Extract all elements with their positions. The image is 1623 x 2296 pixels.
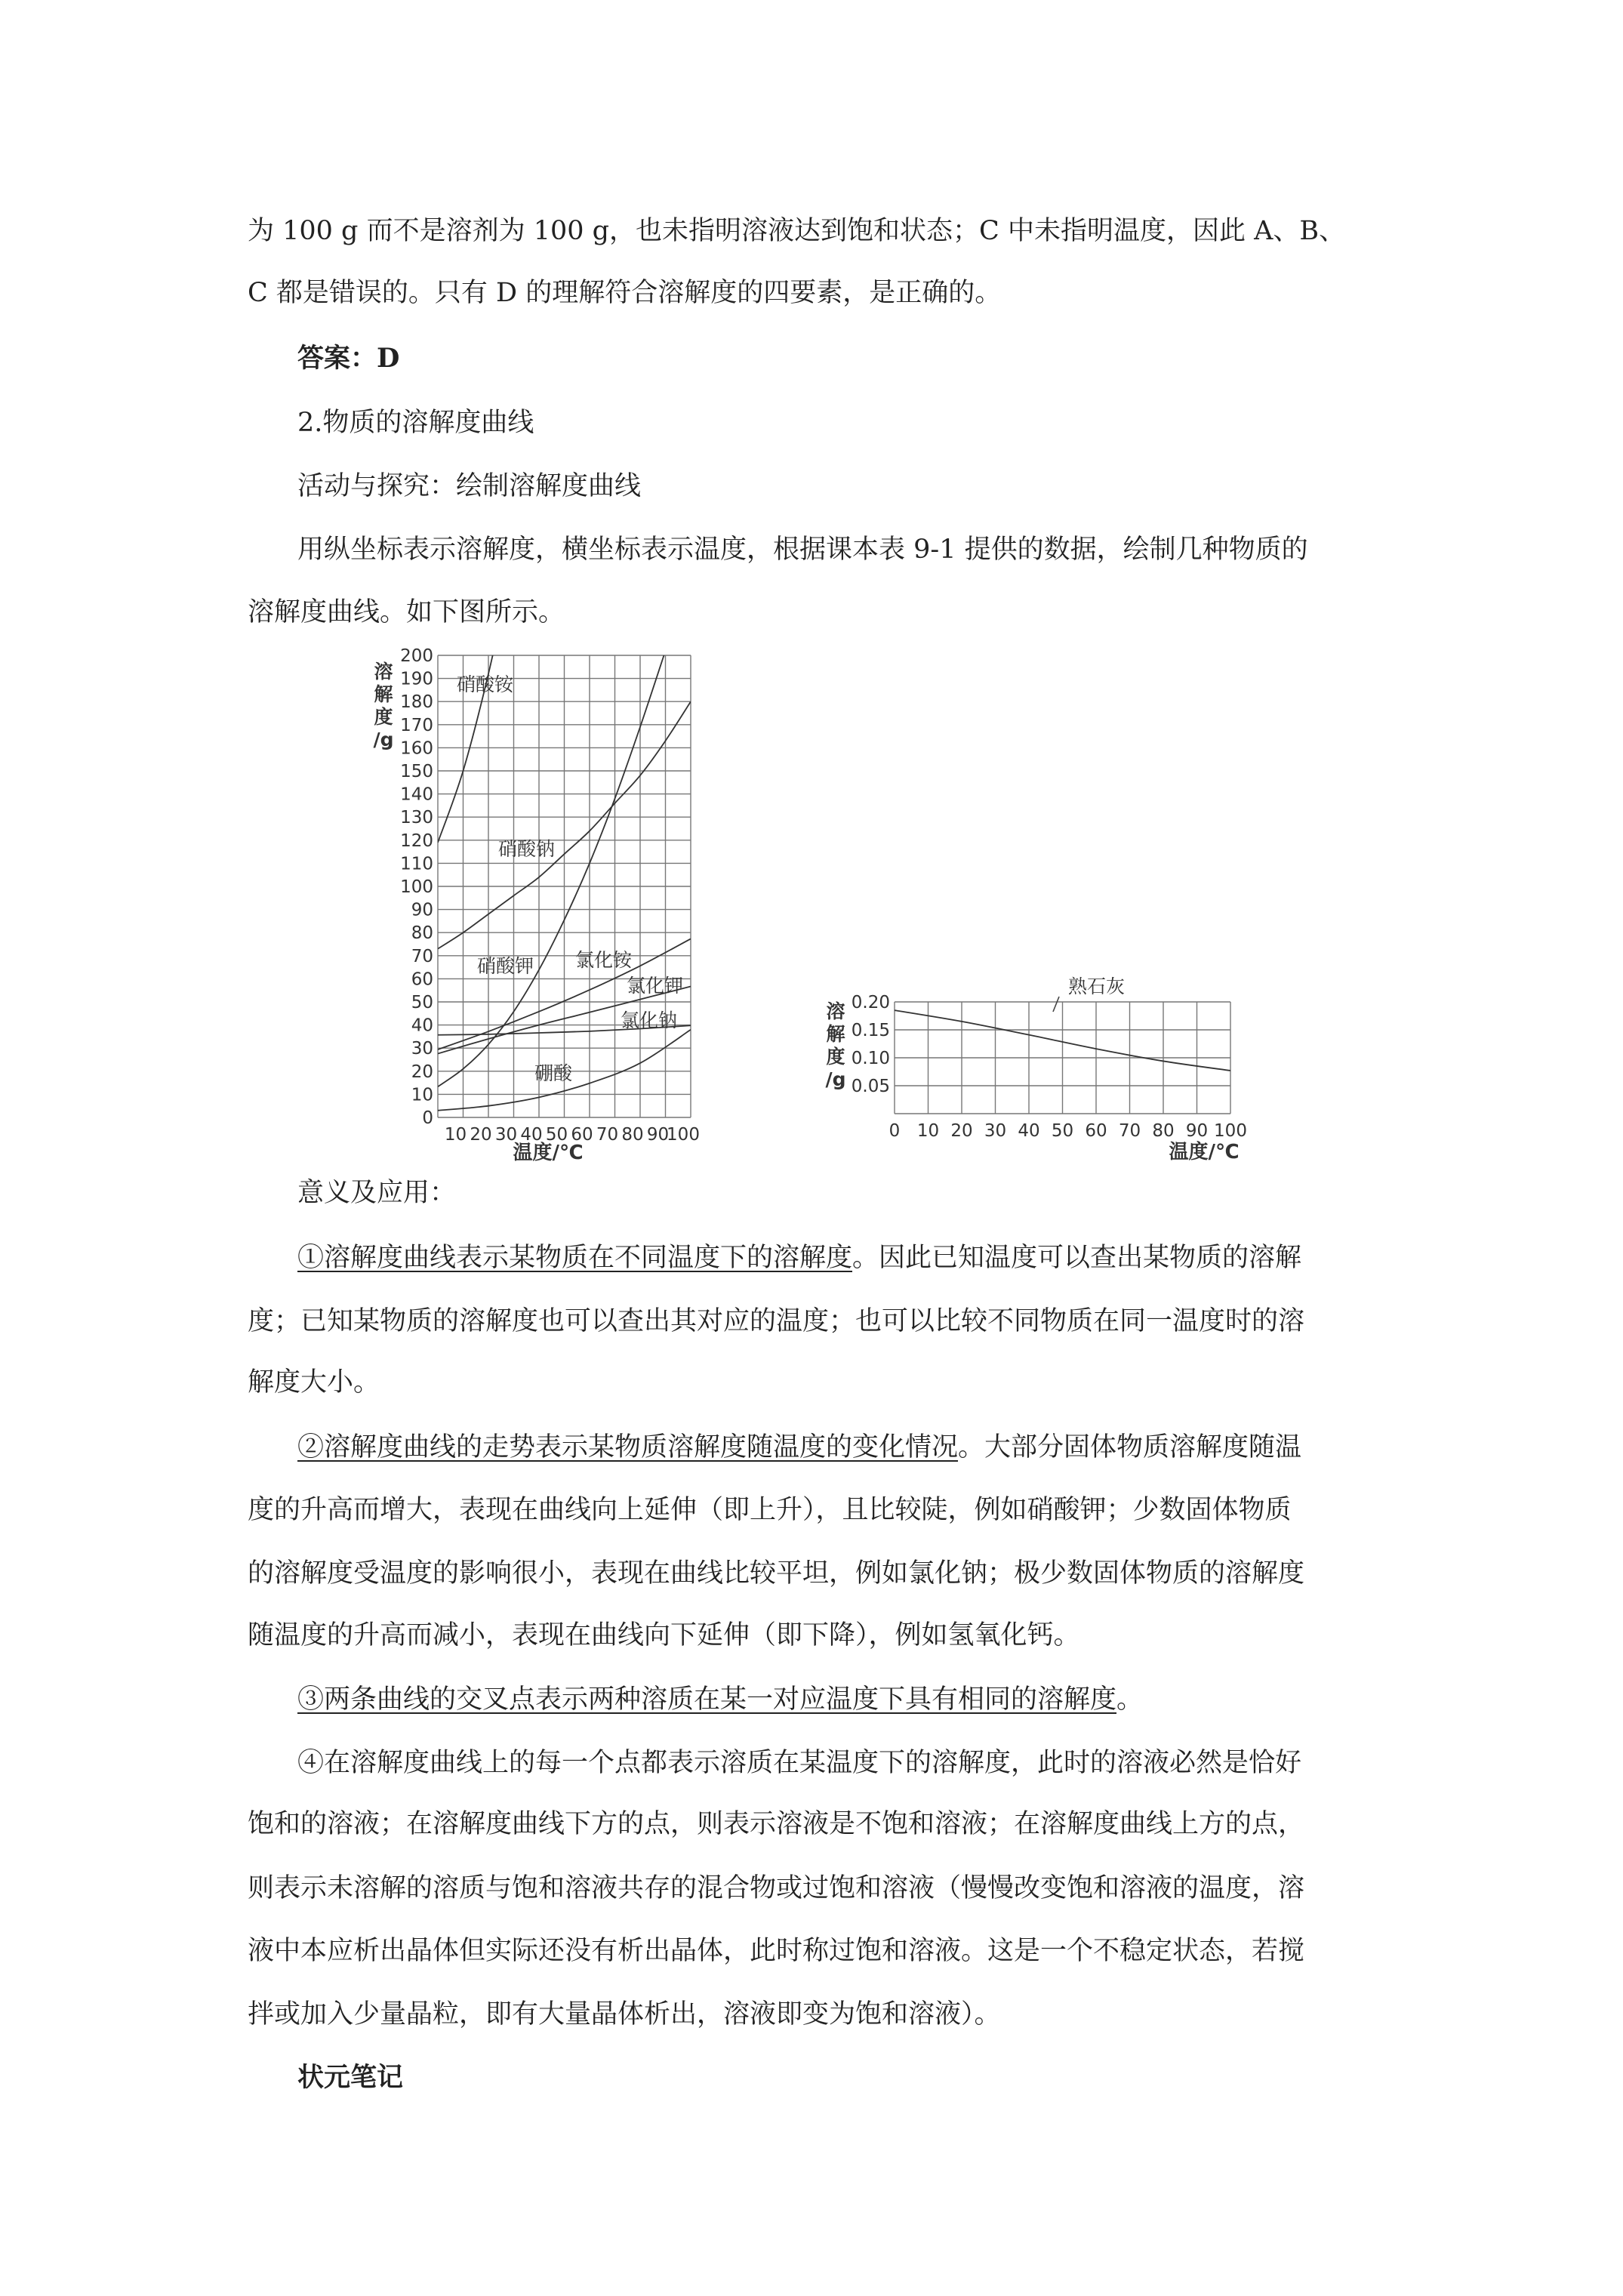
y-tick-label: 0.05 xyxy=(851,1077,890,1096)
text-line: 度；已知某物质的溶解度也可以查出其对应的温度；也可以比较不同物质在同一温度时的溶 xyxy=(248,1306,1305,1336)
y-axis-label xyxy=(825,1000,845,1090)
x-tick-label: 0 xyxy=(888,1121,901,1141)
y-tick-labels xyxy=(852,993,890,1096)
x-tick-label: 40 xyxy=(520,1125,543,1145)
activity-heading: 活动与探究：绘制溶解度曲线 xyxy=(297,471,642,501)
solubility-chart-main xyxy=(347,642,755,1166)
x-tick-label: 90 xyxy=(1185,1121,1209,1141)
y-tick-label: 40 xyxy=(411,1015,433,1036)
text-line: C 都是错误的。只有 D 的理解符合溶解度的四要素，是正确的。 xyxy=(248,278,1002,308)
text-line: 用纵坐标表示溶解度，横坐标表示温度，根据课本表 9-1 提供的数据，绘制几种物质的 xyxy=(297,535,1308,565)
y-tick-label: 0.10 xyxy=(851,1049,890,1068)
series-label: 硝酸钾 xyxy=(477,955,534,977)
x-tick-label: 10 xyxy=(444,1125,467,1145)
x-axis-label: 温度/℃ xyxy=(1169,1141,1240,1163)
y-tick-label: 80 xyxy=(411,923,433,944)
x-tick-label: 80 xyxy=(621,1125,644,1145)
y-tick-label: 140 xyxy=(400,784,433,805)
x-tick-label: 20 xyxy=(470,1125,492,1145)
text-line: 则表示未溶解的溶质与饱和溶液共存的混合物或过饱和溶液（慢慢改变饱和溶液的温度，溶 xyxy=(248,1873,1305,1903)
y-axis-label xyxy=(373,661,393,750)
series-label: 硼酸 xyxy=(534,1062,573,1084)
series-label: 硝酸铵 xyxy=(457,673,514,695)
y-tick-label: 90 xyxy=(411,900,433,920)
x-tick-label: 70 xyxy=(596,1125,619,1145)
x-tick-label: 50 xyxy=(545,1125,568,1145)
text-line: 随温度的升高而减小，表现在曲线向下延伸（即下降），例如氢氧化钙。 xyxy=(248,1620,1080,1650)
notes-heading: 状元笔记 xyxy=(297,2062,404,2093)
text-line: 为 100 g 而不是溶剂为 100 g，也未指明溶液达到饱和状态；C 中未指明温度，因此 A、B、 xyxy=(248,216,1346,246)
y-tick-label: 200 xyxy=(400,646,433,666)
y-axis-label-char: /g xyxy=(373,729,394,750)
y-axis-label-char: 度 xyxy=(374,706,393,728)
y-axis-label-char: 溶 xyxy=(826,1000,845,1022)
item-3 xyxy=(297,1683,1143,1716)
text-line: 度的升高而增大，表现在曲线向上延伸（即上升），且比较陡，例如硝酸钾；少数固体物质 xyxy=(248,1495,1292,1525)
y-tick-label: 10 xyxy=(411,1085,433,1105)
y-axis-label-char: /g xyxy=(825,1068,846,1090)
text-line: 液中本应析出晶体但实际还没有析出晶体，此时称过饱和溶液。这是一个不稳定状态，若搅 xyxy=(248,1936,1305,1966)
series-label: 硝酸钠 xyxy=(498,838,556,860)
meaning-heading: 意义及应用： xyxy=(297,1178,457,1208)
y-tick-label: 150 xyxy=(400,762,433,781)
section-heading: 2.物质的溶解度曲线 xyxy=(297,408,534,438)
y-tick-label: 50 xyxy=(411,993,433,1012)
y-tick-label: 190 xyxy=(400,669,433,689)
y-axis-label-char: 解 xyxy=(826,1023,845,1045)
x-tick-label: 100 xyxy=(667,1125,700,1145)
x-tick-label: 50 xyxy=(1051,1121,1074,1141)
y-tick-label: 20 xyxy=(411,1062,433,1082)
y-tick-label: 180 xyxy=(400,692,433,713)
series-label: 氯化钾 xyxy=(627,975,684,997)
x-tick-label: 20 xyxy=(950,1121,973,1141)
answer: 答案：D xyxy=(297,343,400,374)
y-tick-label: 70 xyxy=(411,946,433,966)
x-tick-label: 60 xyxy=(1085,1121,1107,1141)
series-line xyxy=(438,642,514,843)
x-tick-label: 80 xyxy=(1152,1121,1175,1141)
x-tick-label: 10 xyxy=(916,1121,940,1141)
series-label: 氯化铵 xyxy=(575,949,633,971)
y-tick-label: 110 xyxy=(400,854,433,874)
y-axis-label-char: 解 xyxy=(374,683,393,705)
text-line: 解度大小。 xyxy=(248,1367,380,1398)
series-label: 氯化钠 xyxy=(621,1009,678,1031)
text-line: 拌或加入少量晶粒，即有大量晶体析出，溶液即变为饱和溶液）。 xyxy=(248,1999,1001,2029)
y-tick-labels xyxy=(400,646,433,1128)
y-tick-label: 0 xyxy=(422,1108,433,1128)
x-tick-label: 70 xyxy=(1118,1121,1141,1141)
y-tick-label: 170 xyxy=(400,715,433,735)
x-axis-label: 温度/℃ xyxy=(513,1142,584,1164)
x-tick-labels xyxy=(889,1121,1247,1141)
series-label: 熟石灰 xyxy=(1068,975,1126,997)
x-tick-label: 30 xyxy=(984,1121,1007,1141)
y-tick-label: 30 xyxy=(411,1039,433,1059)
underlined-text: ③两条曲线的交叉点表示两种溶质在某一对应温度下具有相同的溶解度 xyxy=(297,1684,1117,1715)
text-line: 溶解度曲线。如下图所示。 xyxy=(248,597,565,627)
y-axis-label-char: 度 xyxy=(826,1046,845,1068)
y-tick-label: 120 xyxy=(400,831,433,851)
label-leader-line xyxy=(1053,997,1059,1012)
y-tick-label: 60 xyxy=(411,969,433,990)
y-tick-label: 0.15 xyxy=(851,1021,890,1040)
y-axis-label-char: 溶 xyxy=(374,661,393,683)
text-line: 的溶解度受温度的影响很小，表现在曲线比较平坦，例如氯化钠；极少数固体物质的溶解度 xyxy=(248,1558,1305,1589)
text-line: 饱和的溶液；在溶解度曲线下方的点，则表示溶液是不饱和溶液；在溶解度曲线上方的点， xyxy=(248,1809,1305,1839)
x-tick-label: 90 xyxy=(646,1125,670,1145)
x-tick-label: 30 xyxy=(494,1125,518,1145)
y-tick-label: 100 xyxy=(400,877,433,897)
item-2 xyxy=(297,1431,1301,1464)
solubility-chart-lime xyxy=(819,974,1264,1166)
underlined-text: ①溶解度曲线表示某物质在不同温度下的溶解度 xyxy=(297,1243,853,1273)
y-tick-label: 130 xyxy=(400,808,433,828)
y-tick-label: 0.20 xyxy=(851,993,890,1012)
underlined-text: ②溶解度曲线的走势表示某物质溶解度随温度的变化情况 xyxy=(297,1432,959,1462)
text: 。大部分固体物质溶解度随温 xyxy=(958,1432,1302,1462)
x-tick-label: 40 xyxy=(1018,1121,1040,1141)
x-tick-label: 100 xyxy=(1214,1121,1247,1141)
text: 。 xyxy=(1116,1684,1144,1715)
x-tick-label: 60 xyxy=(571,1125,593,1145)
item-1 xyxy=(297,1241,1301,1274)
text: 。因此已知温度可以查出某物质的溶解 xyxy=(852,1243,1302,1273)
y-tick-label: 160 xyxy=(400,738,433,759)
text-line: ④在溶解度曲线上的每一个点都表示溶质在某温度下的溶解度，此时的溶液必然是恰好 xyxy=(297,1748,1302,1778)
